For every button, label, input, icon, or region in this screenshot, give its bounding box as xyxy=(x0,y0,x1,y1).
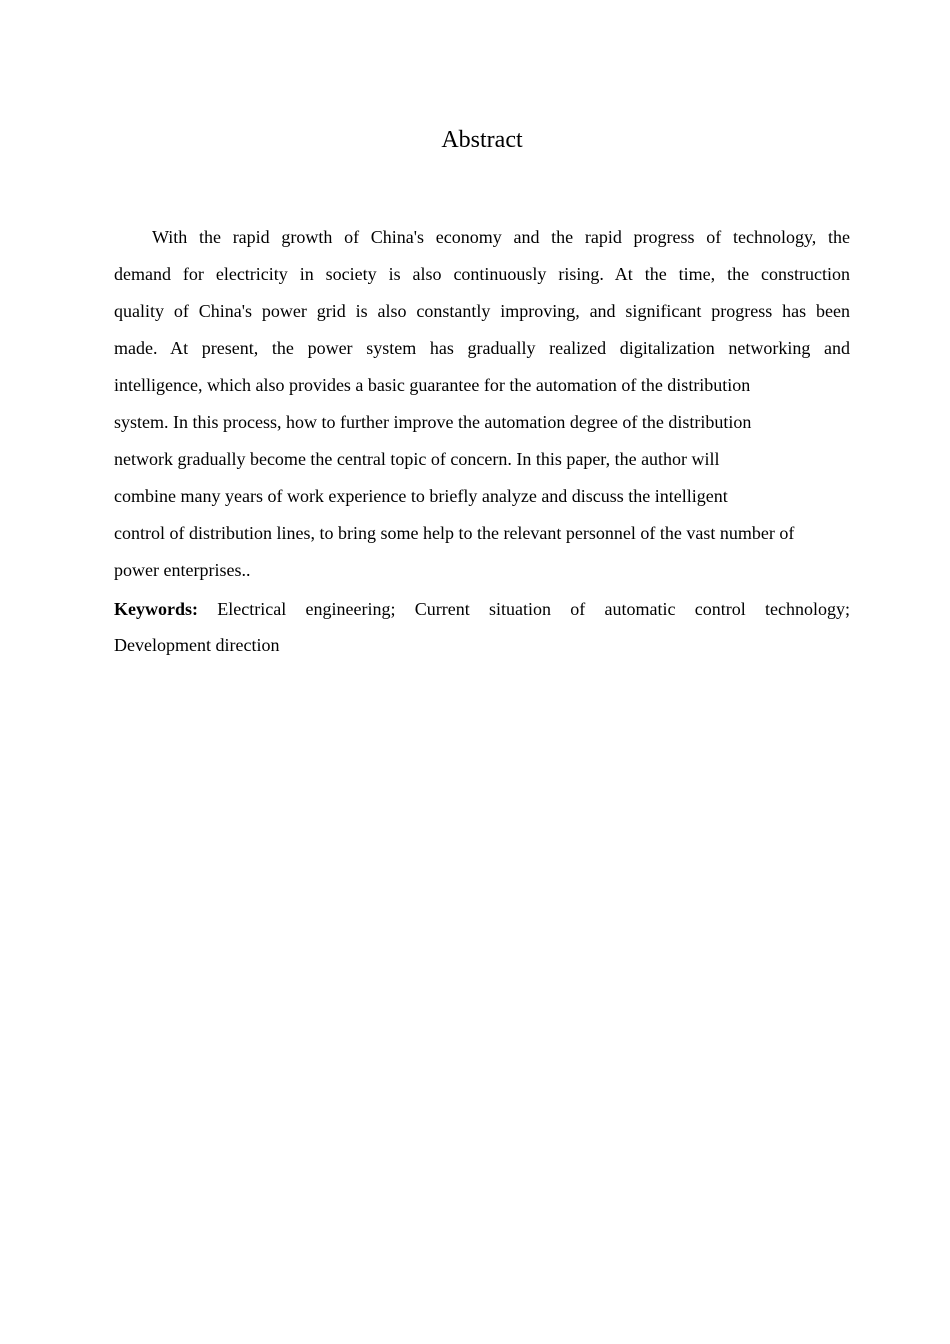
abstract-line: With the rapid growth of China's economy and the rapid progress of technology, the xyxy=(152,227,850,247)
abstract-paragraph xyxy=(114,219,850,589)
page-title: Abstract xyxy=(441,127,523,153)
keywords-label: Keywords: xyxy=(114,599,198,619)
keywords-section xyxy=(114,591,850,663)
keywords-continuation: Development direction xyxy=(114,635,280,655)
keywords-line xyxy=(114,591,850,627)
abstract-line: intelligence, which also provides a basic guarantee for the automation of the distribution xyxy=(114,375,751,395)
abstract-line: system. In this process, how to further improve the automation degree of the distribution xyxy=(114,412,752,432)
abstract-line: made. At present, the power system has gradually realized digitalization networking and xyxy=(114,338,850,358)
abstract-line: quality of China's power grid is also constantly improving, and significant progress has been xyxy=(114,301,850,321)
abstract-line: combine many years of work experience to briefly analyze and discuss the intelligent xyxy=(114,486,728,506)
abstract-line: demand for electricity in society is also continuously rising. At the time, the construction xyxy=(114,264,850,284)
keywords-text: Electrical engineering; Current situation of automatic control technology; xyxy=(217,599,850,619)
abstract-line: control of distribution lines, to bring some help to the relevant personnel of the vast number of xyxy=(114,523,795,543)
abstract-line: power enterprises.. xyxy=(114,560,251,580)
abstract-line: network gradually become the central topic of concern. In this paper, the author will xyxy=(114,449,720,469)
